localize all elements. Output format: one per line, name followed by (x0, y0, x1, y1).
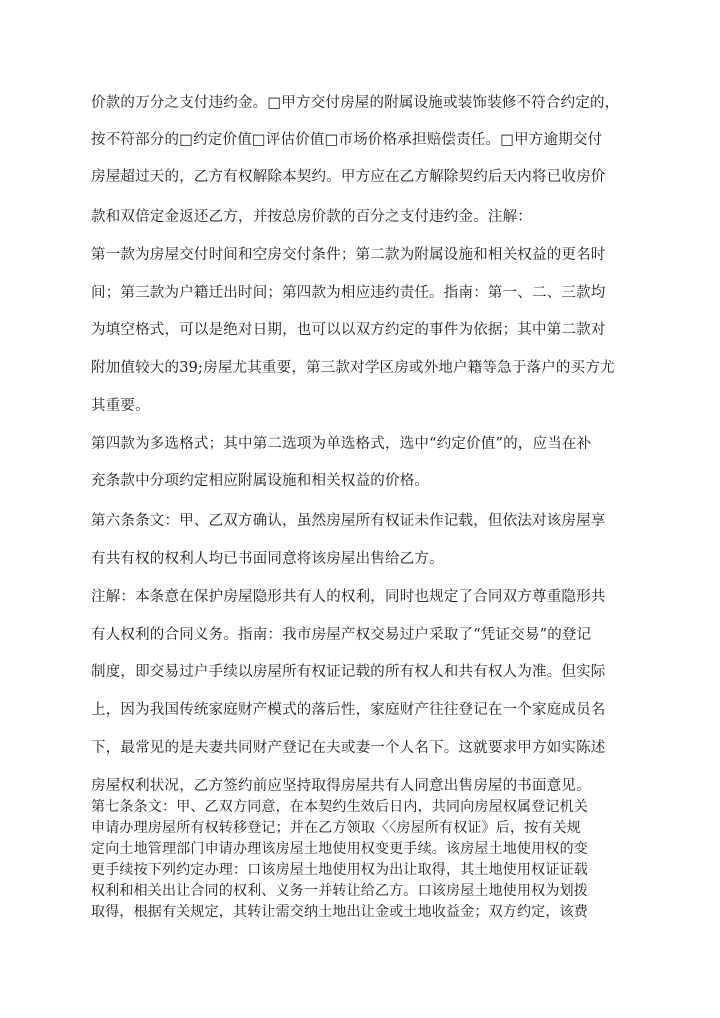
text-line: 有人权利的合同义务。指南：我市房屋产权交易过户采取了“凭证交易”的登记 (91, 627, 592, 643)
text-line: 有共有权的权利人均已书面同意将该房屋出售给乙方。 (91, 551, 444, 567)
text-line: 附加值较大的39;房屋尤其重要，第三款对学区房或外地户籍等急于落户的买方尤 (91, 360, 615, 376)
text-line: 下，最常见的是夫妻共同财产登记在夫或妻一个人名下。这就要求甲方如实陈述 (91, 740, 606, 756)
text-line: 按不符部分的□约定价值□评估价值□市场价格承担赔偿责任。□甲方逾期交付 (91, 132, 603, 148)
text-line: 注解：本条意在保护房屋隐形共有人的权利，同时也规定了合同双方尊重隐形共 (91, 589, 606, 605)
text-line: 制度，即交易过户手续以房屋所有权证记载的所有权人和共有权人为准。但实际 (91, 664, 606, 680)
text-line: 价款的万分之支付违约金。□甲方交付房屋的附属设施或装饰装修不符合约定的， (91, 95, 620, 111)
text-line: 取得，根据有关规定，其转让需交纳土地出让金或土地收益金；双方约定，该费 (91, 904, 588, 920)
text-line: 第六条条文：甲、乙双方确认，虽然房屋所有权证未作记载，但依法对该房屋享 (91, 513, 606, 529)
text-line: 房屋权利状况，乙方签约前应坚持取得房屋共有人同意出售房屋的书面意见。 (91, 778, 591, 794)
text-line: 第七条条文：甲、乙双方同意，在本契约生效后日内，共同向房屋权属登记机关 (91, 799, 588, 815)
text-line: 充条款中分项约定相应附属设施和相关权益的价格。 (91, 473, 430, 489)
text-line: 权利和相关出让合同的权利、义务一并转让给乙方。口该房屋土地使用权为划拨 (91, 883, 588, 899)
text-line: 房屋超过天的，乙方有权解除本契约。甲方应在乙方解除契约后天内将已收房价 (91, 169, 606, 185)
text-line: 其重要。 (91, 398, 150, 414)
text-line: 更手续按下列约定办理：口该房屋土地使用权为出让取得，其土地使用权证证载 (91, 862, 588, 878)
text-line: 定向土地管理部门申请办理该房屋土地使用权变更手续。该房屋土地使用权的变 (91, 841, 588, 857)
text-line: 间；第三款为户籍迁出时间；第四款为相应违约责任。指南：第一、二、三款均 (91, 285, 606, 301)
text-line: 上，因为我国传统家庭财产模式的落后性，家庭财产往往登记在一个家庭成员名 (91, 702, 606, 718)
text-line: 第四款为多选格式；其中第二选项为单选格式，选中“约定价值”的，应当在补 (91, 436, 592, 452)
text-line: 为填空格式，可以是绝对日期，也可以以双方约定的事件为依据；其中第二款对 (91, 322, 606, 338)
text-line: 第一款为房屋交付时间和空房交付条件；第二款为附属设施和相关权益的更名时 (91, 247, 606, 263)
text-line: 申请办理房屋所有权转移登记；并在乙方领取〈〈房屋所有权证》后，按有关规 (91, 820, 581, 836)
text-line: 款和双倍定金返还乙方，并按总房价款的百分之支付违约金。注解： (91, 209, 532, 225)
